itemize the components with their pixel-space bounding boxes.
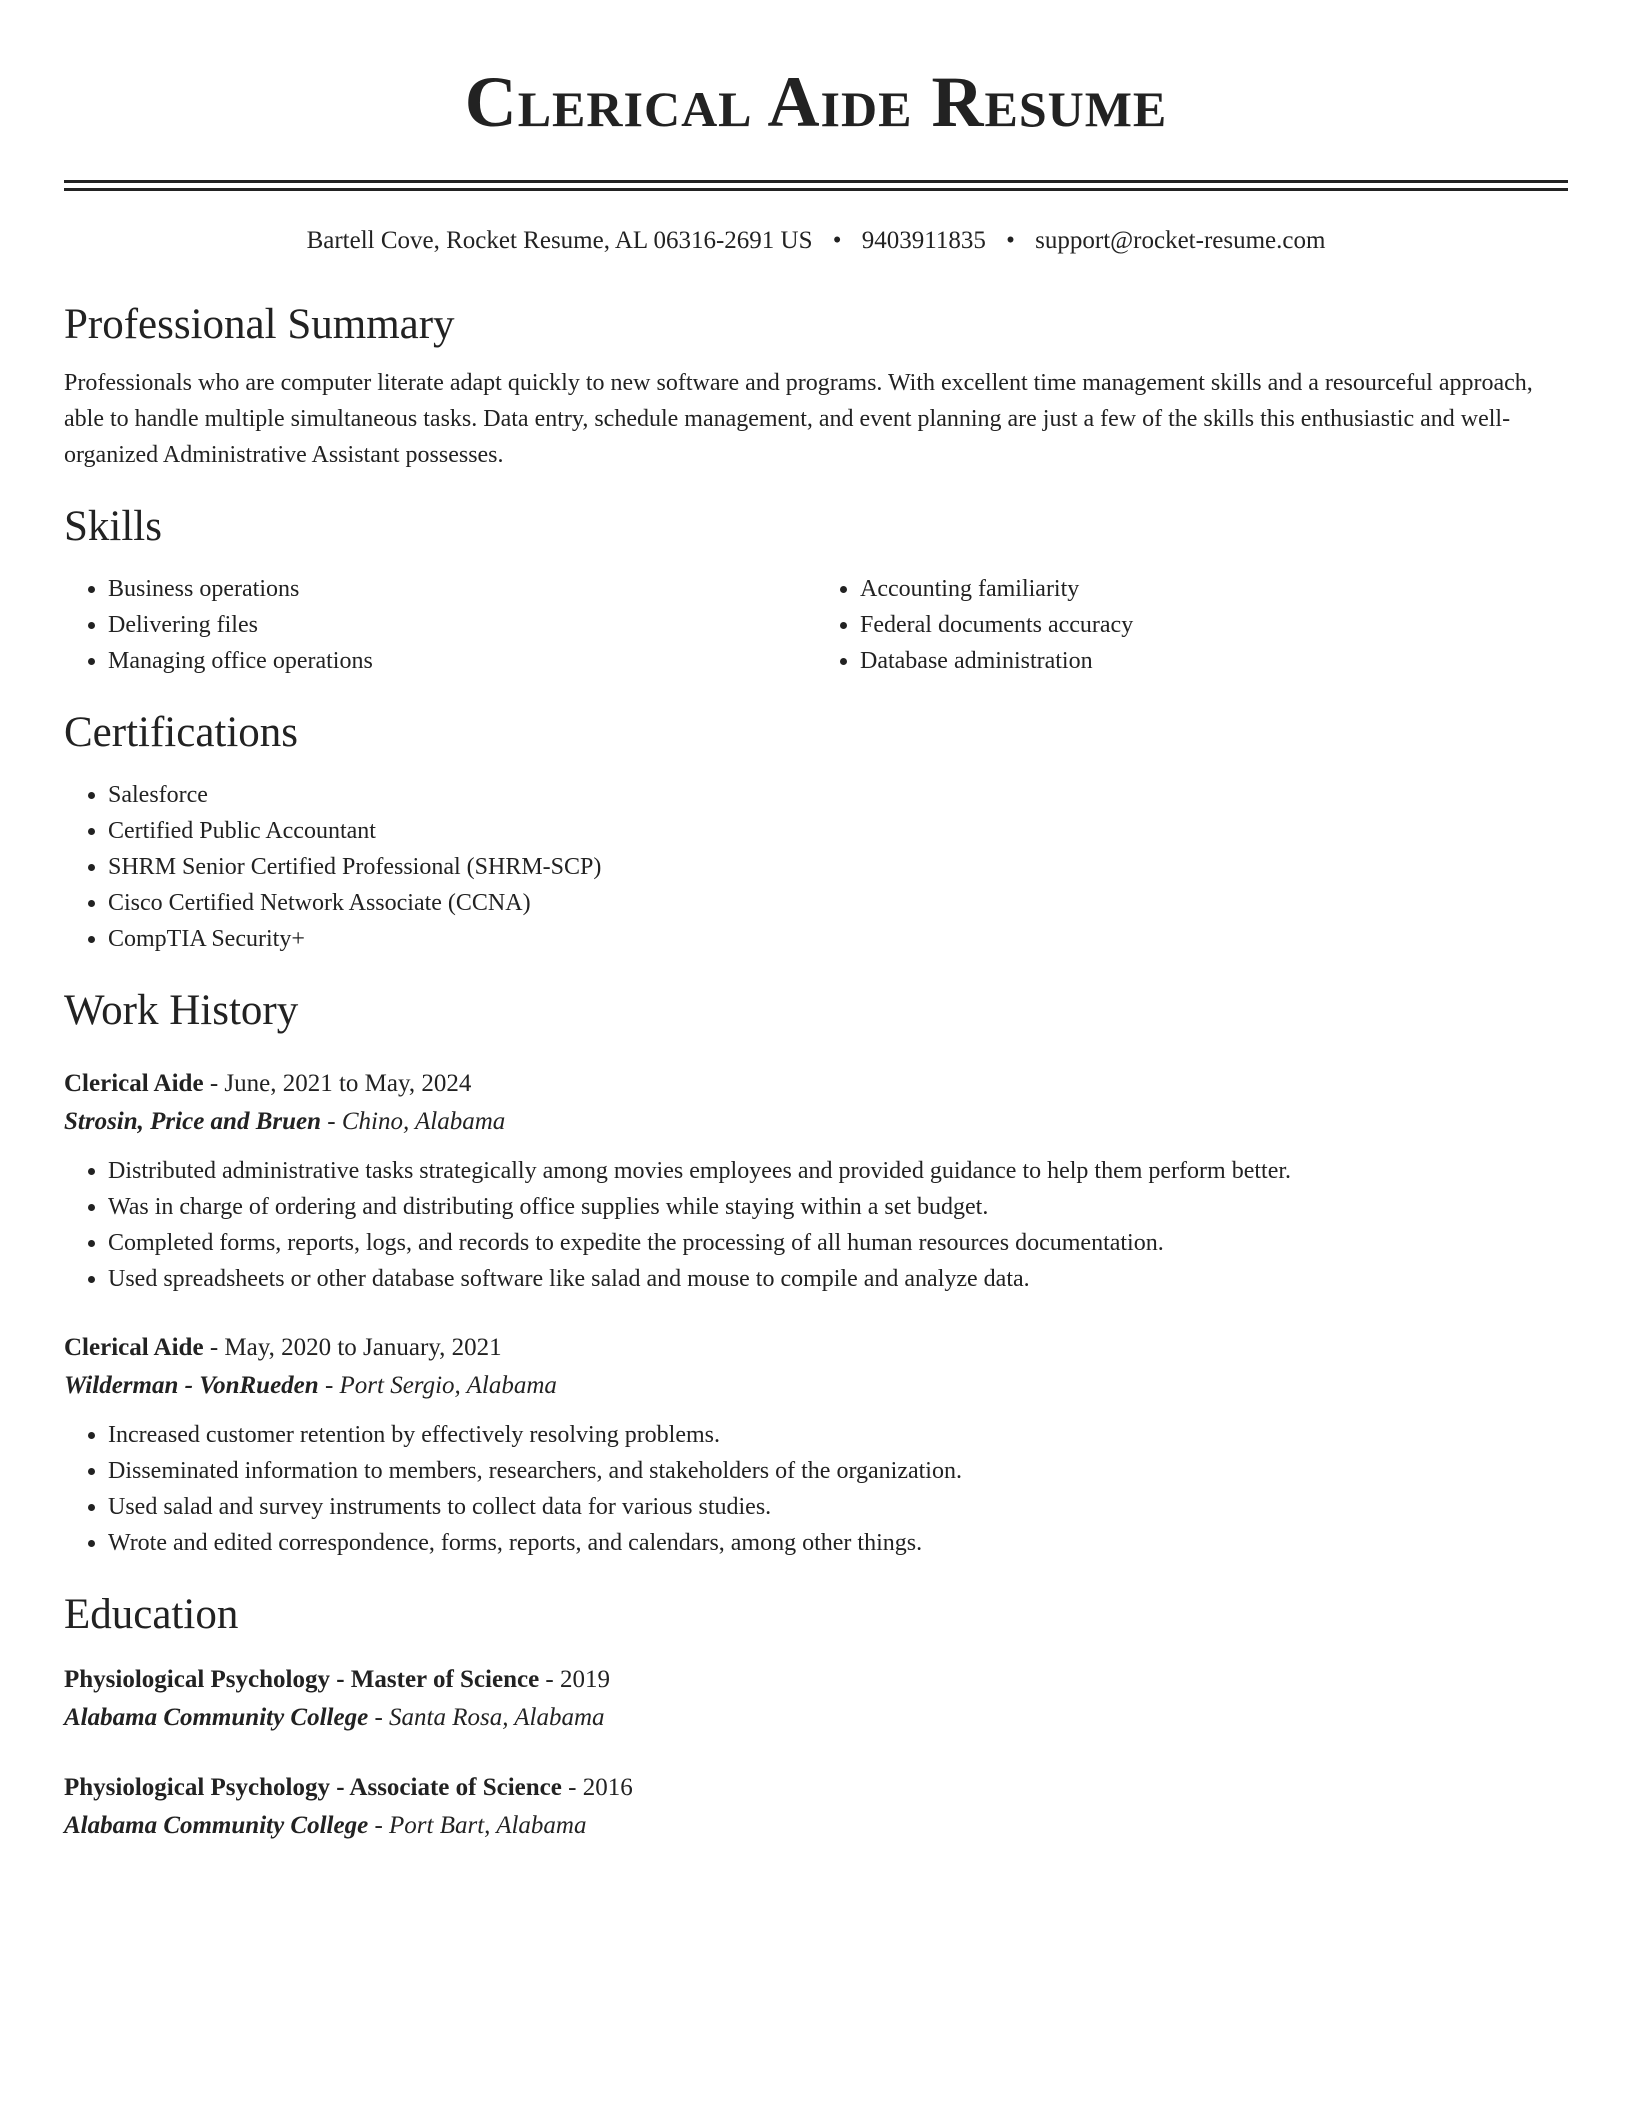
job-entry	[64, 1065, 1568, 1297]
school-name: Alabama Community College	[64, 1704, 369, 1731]
school-line	[64, 1807, 1568, 1845]
education-heading: Education	[64, 1591, 239, 1638]
school-location: - Santa Rosa, Alabama	[368, 1704, 605, 1731]
education-entry	[64, 1769, 1568, 1845]
summary-heading: Professional Summary	[64, 301, 455, 348]
employer-line	[64, 1367, 1568, 1405]
job-duty: • Completed forms, reports, logs, and records to expedite the processing of all human resources documentation.	[108, 1225, 1568, 1261]
certifications-list	[64, 777, 1568, 957]
certification-item: • Salesforce	[108, 777, 1568, 813]
degree-line	[64, 1661, 1568, 1699]
skill-item: • Business operations	[108, 571, 816, 607]
work-history-heading: Work History	[64, 987, 299, 1034]
job-dates: - June, 2021 to May, 2024	[203, 1070, 472, 1097]
skill-item: • Accounting familiarity	[860, 571, 1568, 607]
job-role: Clerical Aide	[64, 1070, 204, 1097]
contact-address: Bartell Cove, Rocket Resume, AL 06316-2691 US	[306, 227, 813, 254]
skills-list-right	[816, 571, 1568, 679]
skill-item: • Managing office operations	[108, 643, 816, 679]
employer-location: - Chino, Alabama	[321, 1108, 506, 1135]
skills-list-left	[64, 571, 816, 679]
job-duty: • Increased customer retention by effectively resolving problems.	[108, 1417, 1568, 1453]
employer-name: Strosin, Price and Bruen	[64, 1108, 322, 1135]
page-title: Clerical Aide Resume	[464, 62, 1168, 142]
job-title-line	[64, 1065, 1568, 1103]
skills-columns	[64, 571, 1568, 679]
job-duty: • Used salad and survey instruments to collect data for various studies.	[108, 1489, 1568, 1525]
job-duty: • Distributed administrative tasks strategically among movies employees and provided guidance to help them perform better.	[108, 1153, 1568, 1189]
job-duties-list	[64, 1153, 1568, 1297]
employer-location: - Port Sergio, Alabama	[318, 1372, 557, 1399]
degree-year: - 2019	[539, 1666, 610, 1693]
job-title-line	[64, 1329, 1568, 1367]
school-name: Alabama Community College	[64, 1812, 369, 1839]
degree-name: Physiological Psychology - Associate of Science	[64, 1774, 562, 1801]
job-role: Clerical Aide	[64, 1334, 204, 1361]
certification-item: • Certified Public Accountant	[108, 813, 1568, 849]
skill-item: • Delivering files	[108, 607, 816, 643]
summary-text: Professionals who are computer literate adapt quickly to new software and programs. With excellent time management skills and a resourceful approach, able to handle multiple simultaneous tasks. Data entry, schedule management, and event planning are just a few of the skills this enthusiastic and well-organized Administrative Assistant possesses.	[64, 370, 1533, 468]
skill-item: • Database administration	[860, 643, 1568, 679]
job-duty: • Wrote and edited correspondence, forms, reports, and calendars, among other things.	[108, 1525, 1568, 1561]
job-duty: • Used spreadsheets or other database software like salad and mouse to compile and analyze data.	[108, 1261, 1568, 1297]
employer-name: Wilderman - VonRueden	[64, 1372, 319, 1399]
skill-item: • Federal documents accuracy	[860, 607, 1568, 643]
certifications-heading: Certifications	[64, 709, 299, 756]
degree-name: Physiological Psychology - Master of Science	[64, 1666, 540, 1693]
certification-item: • Cisco Certified Network Associate (CCNA)	[108, 885, 1568, 921]
employer-line	[64, 1103, 1568, 1141]
school-line	[64, 1699, 1568, 1737]
job-dates: - May, 2020 to January, 2021	[203, 1334, 502, 1361]
certification-item: • SHRM Senior Certified Professional (SHRM-SCP)	[108, 849, 1568, 885]
education-entry	[64, 1661, 1568, 1737]
certification-item: • CompTIA Security+	[108, 921, 1568, 957]
title-double-rule	[64, 180, 1568, 191]
contact-email: support@rocket-resume.com	[1035, 227, 1326, 254]
degree-year: - 2016	[561, 1774, 633, 1801]
contact-phone: 9403911835	[861, 227, 986, 254]
job-entry	[64, 1329, 1568, 1561]
contact-line	[64, 225, 1568, 257]
job-duty: • Was in charge of ordering and distributing office supplies while staying within a set budget.	[108, 1189, 1568, 1225]
contact-separator: •	[832, 227, 842, 254]
school-location: - Port Bart, Alabama	[368, 1812, 587, 1839]
job-duties-list	[64, 1417, 1568, 1561]
skills-heading: Skills	[64, 503, 162, 550]
contact-separator: •	[1006, 227, 1015, 254]
degree-line	[64, 1769, 1568, 1807]
job-duty: • Disseminated information to members, researchers, and stakeholders of the organization.	[108, 1453, 1568, 1489]
